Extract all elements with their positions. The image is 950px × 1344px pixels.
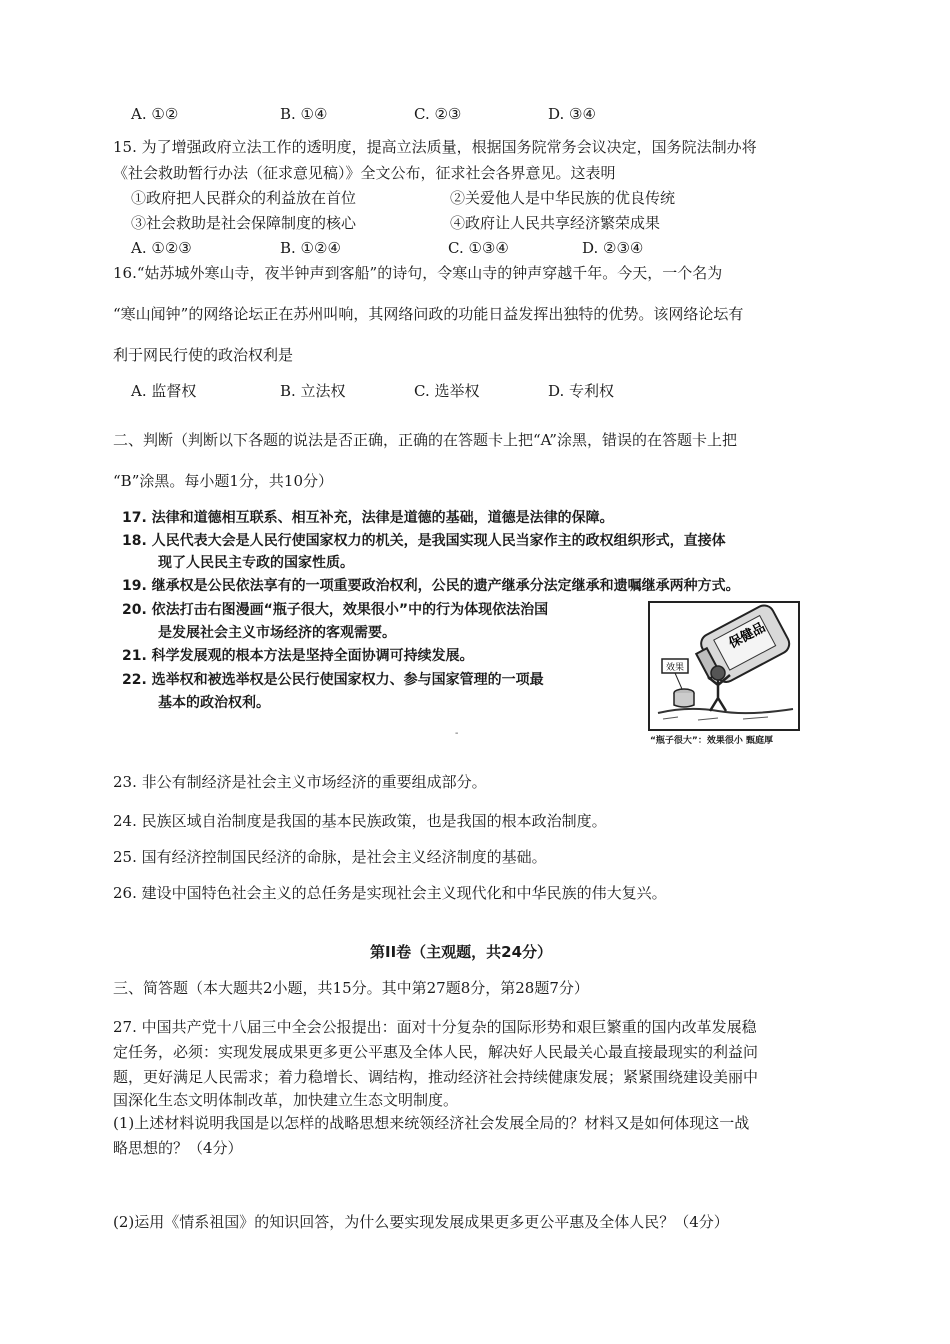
judge-q26: 26. 建设中国特色社会主义的总任务是实现社会主义现代化和中华民族的伟大复兴。 <box>113 884 667 902</box>
q27-stem-line3: 题，更好满足人民需求；着力稳增长、调结构，推动经济社会持续健康发展；紧紧围绕建设美丽中 <box>113 1068 759 1086</box>
q27-sub1-line1: (1)上述材料说明我国是以怎样的战略思想来统领经济社会发展全局的？材料又是如何体现这一战 <box>113 1114 750 1132</box>
q16-stem-line3: 利于网民行使的政治权利是 <box>113 346 294 364</box>
q14-option-b: B. ①④ <box>280 105 328 123</box>
judge-q18-line1: 18. 人民代表大会是人民行使国家权力的机关，是我国实现人民当家作主的政权组织形式，直接体 <box>122 533 726 549</box>
q16-option-d: D. 专利权 <box>548 382 615 400</box>
q15-stem-line1: 15. 为了增强政府立法工作的透明度，提高立法质量，根据国务院常务会议决定，国务院法制办将 <box>113 138 757 156</box>
q14-option-a: A. ①② <box>131 105 179 123</box>
judge-q18-line2: 现了人民民主专政的国家性质。 <box>158 555 354 571</box>
judge-q22-line2: 基本的政治权利。 <box>158 695 270 711</box>
q16-stem-line1: 16.“姑苏城外寒山寺，夜半钟声到客船”的诗句，令寒山寺的钟声穿越千年。今天，一个名为 <box>113 264 723 282</box>
cartoon-caption: “瓶子很大”：效果很小 甄庭厚 <box>650 736 773 746</box>
judge-q24: 24. 民族区域自治制度是我国的基本民族政策，也是我国的根本政治制度。 <box>113 812 607 830</box>
q15-item-4: ④政府让人民共享经济繁荣成果 <box>450 214 661 232</box>
q27-sub2: (2)运用《情系祖国》的知识回答，为什么要实现发展成果更多更公平惠及全体人民？（4分） <box>113 1213 729 1231</box>
q16-option-b: B. 立法权 <box>280 382 346 400</box>
q15-stem-line2: 《社会救助暂行办法（征求意见稿）》全文公布，征求社会各界意见。这表明 <box>113 164 616 182</box>
cartoon-image <box>648 601 800 731</box>
box-label: 效果 <box>665 663 685 673</box>
q14-option-c: C. ②③ <box>414 105 462 123</box>
judge-q23: 23. 非公有制经济是社会主义市场经济的重要组成部分。 <box>113 773 487 791</box>
q15-item-3: ③社会救助是社会保障制度的核心 <box>131 214 357 232</box>
judge-q19: 19. 继承权是公民依法享有的一项重要政治权利，公民的遗产继承分法定继承和遗嘱继承两种方式。 <box>122 578 740 594</box>
q15-item-1: ①政府把人民群众的利益放在首位 <box>131 189 357 207</box>
section2-heading-line2: “B”涂黑。每小题1分，共10分） <box>113 472 333 490</box>
judge-q20-line1: 20. 依法打击右图漫画“瓶子很大，效果很小”中的行为体现依法治国 <box>122 602 549 618</box>
q27-stem-line2: 定任务，必须：实现发展成果更多更公平惠及全体人民，解决好人民最关心最直接最现实的利益问 <box>113 1043 759 1061</box>
q27-stem-line4: 国深化生态文明体制改革，加快建立生态文明制度。 <box>113 1091 459 1109</box>
separator-dash: - <box>455 728 459 739</box>
judge-q17: 17. 法律和道德相互联系、相互补充，法律是道德的基础，道德是法律的保障。 <box>122 510 614 526</box>
q15-item-2: ②关爱他人是中华民族的优良传统 <box>450 189 676 207</box>
q15-option-a: A. ①②③ <box>131 239 192 257</box>
q16-option-a: A. 监督权 <box>131 382 197 400</box>
q15-option-b: B. ①②④ <box>280 239 341 257</box>
judge-q22-line1: 22. 选举权和被选举权是公民行使国家权力、参与国家管理的一项最 <box>122 672 544 688</box>
q14-option-d: D. ③④ <box>548 105 596 123</box>
judge-q21: 21. 科学发展观的根本方法是坚持全面协调可持续发展。 <box>122 648 474 664</box>
q27-sub1-line2: 略思想的？（4分） <box>113 1139 243 1157</box>
q15-option-c: C. ①③④ <box>448 239 509 257</box>
q15-option-d: D. ②③④ <box>582 239 644 257</box>
q16-option-c: C. 选举权 <box>414 382 480 400</box>
section2-heading-line1: 二、判断（判断以下各题的说法是否正确，正确的在答题卡上把“A”涂黑，错误的在答题卡上把 <box>113 431 737 449</box>
q27-stem-line1: 27. 中国共产党十八届三中全会公报提出：面对十分复杂的国际形势和艰巨繁重的国内改革发展稳 <box>113 1018 757 1036</box>
judge-q25: 25. 国有经济控制国民经济的命脉，是社会主义经济制度的基础。 <box>113 848 547 866</box>
bottle-label: 保健品 <box>726 620 769 652</box>
section3-heading: 三、简答题（本大题共2小题，共15分。其中第27题8分，第28题7分） <box>113 979 589 997</box>
judge-q20-line2: 是发展社会主义市场经济的客观需要。 <box>158 625 396 641</box>
q16-stem-line2: “寒山闻钟”的网络论坛正在苏州叫响，其网络问政的功能日益发挥出独特的优势。该网络论坛有 <box>113 305 744 323</box>
part2-title: 第II卷（主观题，共24分） <box>370 943 553 961</box>
